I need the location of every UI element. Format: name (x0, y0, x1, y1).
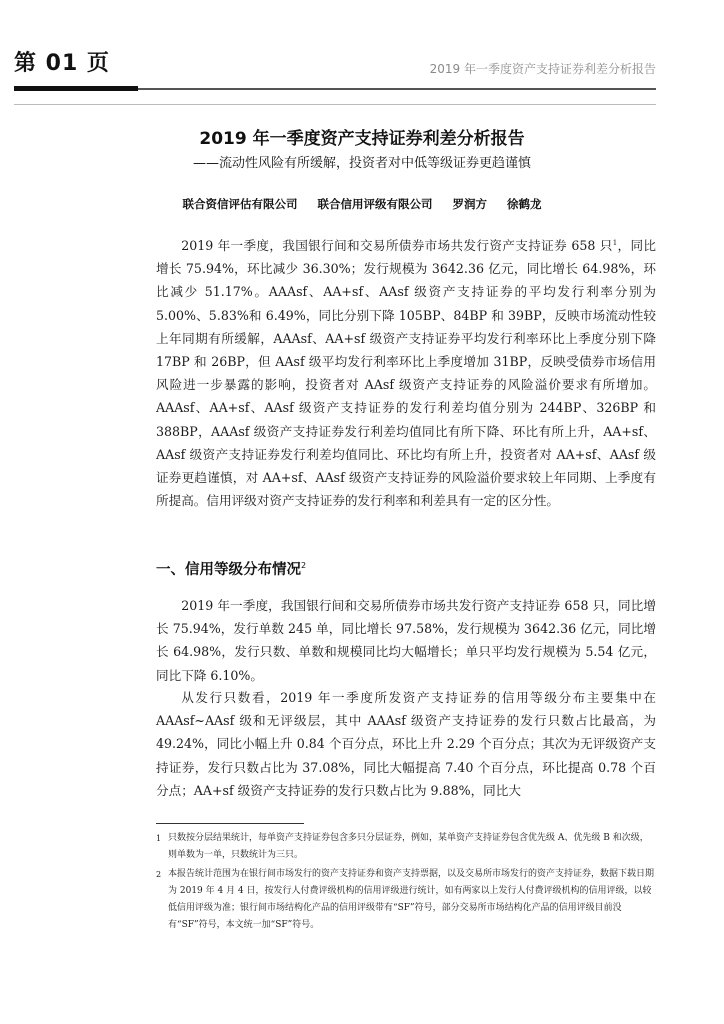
author-person-1: 罗润方 (452, 197, 487, 211)
footnote-1 (156, 830, 656, 864)
section-paragraph-2: 从发行只数看，2019 年一季度所发资产支持证券的信用等级分布主要集中在 AAAsf~AAsf 级和无评级层，其中 AAAsf 级资产支持证券的发行只数占比最高，为 49.24%，同比小幅上升 0.84 个百分点，环比上升 2.29 个百分点；其次为无评级资产支持证券，发行只数占比为 37.08%，同比大幅提高 7.40 个百分点，环比提高 0.78 个百分点；AA+sf 级资产支持证券的发行只数占比为 9.88%，同比大 (156, 690, 656, 798)
section-paragraph-1: 2019 年一季度，我国银行间和交易所债券市场共发行资产支持证券 658 只，同比增长 75.94%，发行单数 245 单，同比增长 97.58%，发行规模为 3642.36 亿元，同比增长 64.98%，发行只数、单数和规模同比均大幅增长；单只平均发行规模为 5.54 亿元，同比下降 6.10%。 (156, 598, 656, 683)
intro-paragraph (156, 234, 656, 512)
doc-title: 2019 年一季度资产支持证券利差分析报告 (199, 129, 525, 149)
author-org-1: 联合资信评估有限公司 (182, 197, 298, 211)
authors (0, 196, 724, 212)
footnote-text: 本报告统计范围为在银行间市场发行的资产支持证券和资产支持票据，以及交易所市场发行的资产支持证券，数据下载日期为 2019 年 4 月 4 日，按发行人付费评级机构的信用评级进行统计，如有两家以上发行人付费评级机构的信用评级，以较低信用评级为准；银行间市场结构化产品的信用评级带有“SF”符号，部分交易所市场结构化产品的信用评级目前没有“SF”符号，本文统一加“SF”符号。 (168, 869, 655, 930)
section-heading (156, 558, 306, 579)
footnote-text: 只数按分层结果统计，每单资产支持证券包含多只分层证券，例如，某单资产支持证券包含优先级 A、优先级 B 和次级，则单数为一单，只数统计为三只。 (168, 833, 649, 860)
footnote-number: 2 (156, 870, 162, 879)
author-person-2: 徐鹤龙 (507, 197, 542, 211)
footnote-rule (156, 823, 304, 824)
header-rule-thin (138, 88, 656, 90)
footnote-ref-2[interactable]: 2 (301, 561, 307, 571)
header-rule-thick (14, 86, 138, 91)
footnote-ref-1[interactable]: 1 (612, 238, 618, 247)
author-org-2: 联合信用评级有限公司 (317, 197, 433, 211)
doc-subtitle: ——流动性风险有所缓解，投资者对中低等级证券更趋谨慎 (192, 156, 531, 171)
page-number: 第 01 页 (14, 51, 110, 76)
footnote-number: 1 (156, 834, 162, 843)
header-rule-light (14, 104, 656, 105)
footnote-2 (156, 866, 656, 934)
running-title: 2019 年一季度资产支持证券利差分析报告 (429, 62, 656, 76)
intro-text-rest: ，同比增长 75.94%，环比减少 36.30%；发行规模为 3642.36 亿元，同比增长 64.98%，环比减少 51.17%。AAAsf、AA+sf、AAsf 级资产支持证券的平均发行利率分别为 5.00%、5.83%和 6.49%，同比分别下降 105BP、84BP 和 39BP，反映市场流动性较上年同期有所缓解，AAAsf、AA+sf 级资产支持证券平均发行利率环比上季度分别下降 17BP 和 26BP，但 AAsf 级平均发行利率环比上季度增加 31BP，反映受债券市场信用风险进一步暴露的影响，投资者对 AAsf 级资产支持证券的风险溢价要求有所增加。AAAsf、AA+sf、AAsf 级资产支持证券的发行利差均值分别为 244BP、326BP 和 388BP，AAAsf 级资产支持证券发行利差均值同比有所下降、环比有所上升，AA+sf、AAsf 级资产支持证券发行利差均值同比、环比均有所上升，投资者对 AA+sf、AAsf 级证券更趋谨慎，对 AA+sf、AAsf 级资产支持证券的风险溢价要求较上年同期、上季度有所提高。信用评级对资产支持证券的发行利率和利差具有一定的区分性。 (156, 238, 656, 509)
section-heading-text: 一、信用等级分布情况 (156, 562, 301, 578)
intro-text: 2019 年一季度，我国银行间和交易所债券市场共发行资产支持证券 658 只 (181, 238, 613, 253)
